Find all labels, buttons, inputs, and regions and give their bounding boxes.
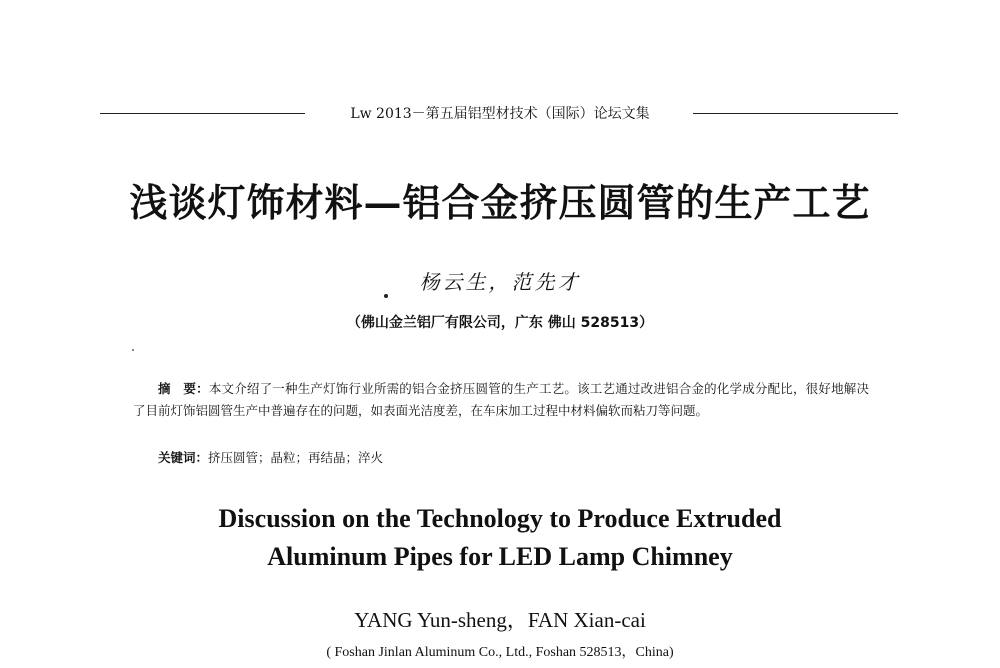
keywords-text: 挤压圆管；晶粒；再结晶；淬火: [208, 450, 384, 465]
scan-speck: [132, 349, 134, 351]
header-rule-left: [100, 113, 305, 114]
paper-title-en-line1: Discussion on the Technology to Produce Extruded: [218, 504, 782, 533]
keywords-label: 关键词：: [158, 450, 209, 465]
authors-cn: 杨云生，范先才: [419, 270, 581, 294]
running-header: Lw 2013－第五届铝型材技术（国际）论坛文集: [350, 106, 650, 122]
affiliation-cn: （佛山金兰铝厂有限公司，广东 佛山 528513）: [346, 315, 654, 331]
keywords-cn: [158, 448, 858, 466]
paper-title-en-line2: Aluminum Pipes for LED Lamp Chimney: [267, 542, 733, 571]
paper-title-cn: 浅谈灯饰材料—铝合金挤压圆管的生产工艺: [129, 180, 871, 225]
authors-en: YANG Yun-sheng，FAN Xian-cai: [354, 608, 646, 632]
dot-mark: [384, 294, 388, 298]
abstract-label: 摘 要：: [158, 381, 209, 396]
affiliation-en: ( Foshan Jinlan Aluminum Co., Ltd., Foshan 528513，China): [326, 645, 674, 660]
header-rule-right: [693, 113, 898, 114]
abstract-cn: [133, 378, 869, 422]
abstract-text: 本文介绍了一种生产灯饰行业所需的铝合金挤压圆管的生产工艺。该工艺通过改进铝合金的化学成分配比，很好地解决了目前灯饰铝圆管生产中普遍存在的问题，如表面光洁度差，在车床加工过程中材料偏软而粘刀等问题。: [133, 381, 869, 418]
paper-title-en: [100, 500, 900, 576]
